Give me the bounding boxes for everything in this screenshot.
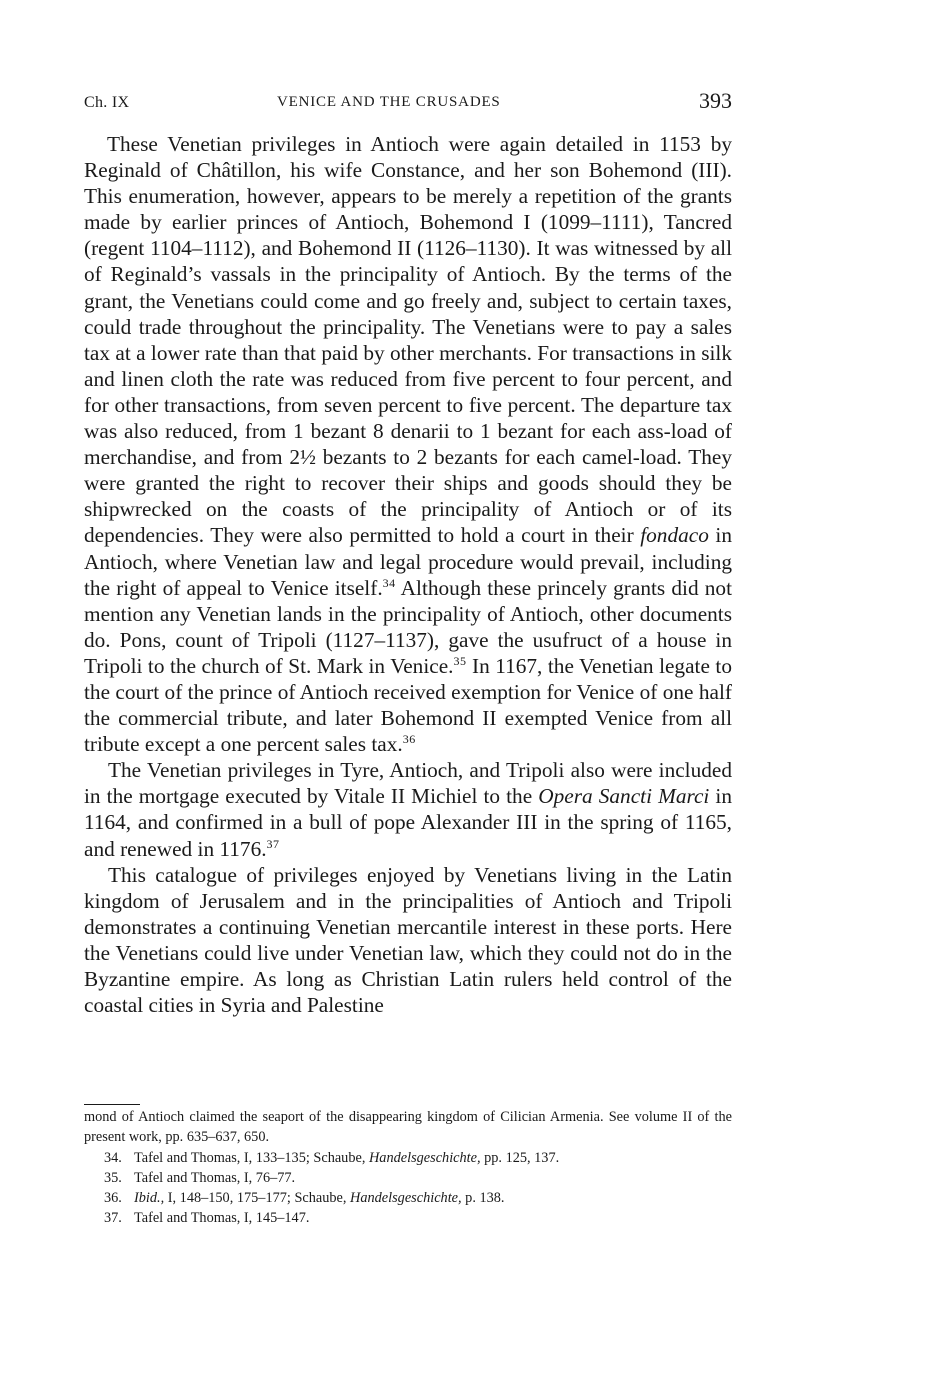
footnote-italic: Handelsgeschichte, xyxy=(350,1190,462,1207)
footnote-continuation: mond of Antioch claimed the seaport of the disappearing kingdom of Cilician Armenia. See volume II of the present work, pp. 635–637, 650. xyxy=(84,1109,732,1146)
paragraph-3 xyxy=(84,862,732,1019)
chapter-label: Ch. IX xyxy=(84,94,130,111)
text-run: Although these princely grants did not mention any Venetian lands in the principality of Antioch, other documents do. Pons, count of Tripoli (1127–1137), gave the usufruct of a house in Tripoli to the church of St. Mark in Venice. xyxy=(84,575,732,678)
footnote-text: p. 138. xyxy=(461,1190,505,1207)
italic-term: fondaco xyxy=(640,523,709,548)
footnote-35 xyxy=(84,1168,732,1188)
footnote-text: I, 148–150, 175–177; Schaube, xyxy=(164,1190,351,1207)
footnote-text: pp. 125, 137. xyxy=(480,1149,560,1166)
footnote-34 xyxy=(84,1148,732,1168)
text-run: in 1164, and confirmed in a bull of pope Alexander III in the spring of 1165, and renewed in 1176. xyxy=(84,784,732,861)
footnote-number: 34. xyxy=(104,1149,122,1166)
footnote-ref: 35 xyxy=(453,653,467,668)
italic-term: Opera Sancti Marci xyxy=(538,784,710,809)
footnote-37 xyxy=(84,1208,732,1228)
page-content xyxy=(84,86,732,1018)
text-run: in Antioch, where Venetian law and legal procedure would prevail, including the right of appeal to Venice itself. xyxy=(84,523,732,600)
footnote-ref: 34 xyxy=(382,575,396,590)
page-number: 393 xyxy=(699,88,732,113)
footnote-rule xyxy=(84,1104,140,1105)
footnotes xyxy=(84,1104,732,1229)
text-run: This catalogue of privileges enjoyed by Venetians living in the Latin kingdom of Jerusalem and in the principalities of Antioch and Tripoli demonstrates a continuing Venetian mercantile interest in these ports. Here the Venetians could live under Venetian law, which they could not do in the Byzantine empire. As long as Christian Latin rulers held control of the coastal cities in Syria and Palestine xyxy=(84,862,732,1018)
footnote-ref: 36 xyxy=(402,732,416,747)
footnote-ref: 37 xyxy=(266,836,280,851)
running-head xyxy=(84,86,732,120)
footnote-number: 35. xyxy=(104,1169,122,1186)
running-title: VENICE AND THE CRUSADES xyxy=(277,94,501,110)
footnote-text: Tafel and Thomas, I, 76–77. xyxy=(134,1169,296,1186)
footnote-number: 36. xyxy=(104,1190,122,1207)
paragraph-1 xyxy=(84,131,732,757)
footnote-text: Tafel and Thomas, I, 145–147. xyxy=(134,1210,310,1227)
footnote-italic: Handelsgeschichte, xyxy=(368,1149,481,1166)
footnote-italic: Ibid., xyxy=(134,1190,165,1207)
footnote-number: 37. xyxy=(104,1210,122,1227)
paragraph-2 xyxy=(84,757,732,861)
footnote-text: Tafel and Thomas, I, 133–135; Schaube, xyxy=(134,1149,369,1166)
text-run: These Venetian privileges in Antioch were again detailed in 1153 by Reginald of Châtillon, his wife Constance, and her son Bohemond (III). This enumeration, however, appears to be merely a repetition of the grants made by earlier princes of Antioch, Bohemond I (1099–1111), Tancred (regent 1104–1112), and Bohemond II (1126–1130). It was witnessed by all of Reginald’s vassals in the principality of Antioch. By the terms of the grant, the Venetians could come and go freely and, subject to certain taxes, could trade throughout the principality. The Venetians were to pay a sales tax at a lower rate than that paid by other merchants. For transactions in silk and linen cloth the rate was reduced from five percent to four percent, and for other transactions, from seven percent to five percent. The departure tax was also reduced, from 1 bezant 8 denarii to 1 bezant for each ass-load of merchandise, and from 2½ bezants to 2 bezants for each camel-load. They were granted the right to recover their ships and goods should they be shipwrecked on the coasts of the principality of Antioch or of its dependencies. They were also permitted to hold a court in their xyxy=(84,132,732,548)
footnote-36 xyxy=(84,1188,732,1208)
text-run: In 1167, the Venetian legate to the court of the prince of Antioch received exemption for Venice of one half the commercial tribute, and later Bohemond II exempted Venice from all tribute except a one percent sales tax. xyxy=(84,653,732,757)
body-text xyxy=(84,131,732,1018)
text-run: The Venetian privileges in Tyre, Antioch, and Tripoli also were included in the mortgage executed by Vitale II Michiel to the xyxy=(84,758,732,809)
